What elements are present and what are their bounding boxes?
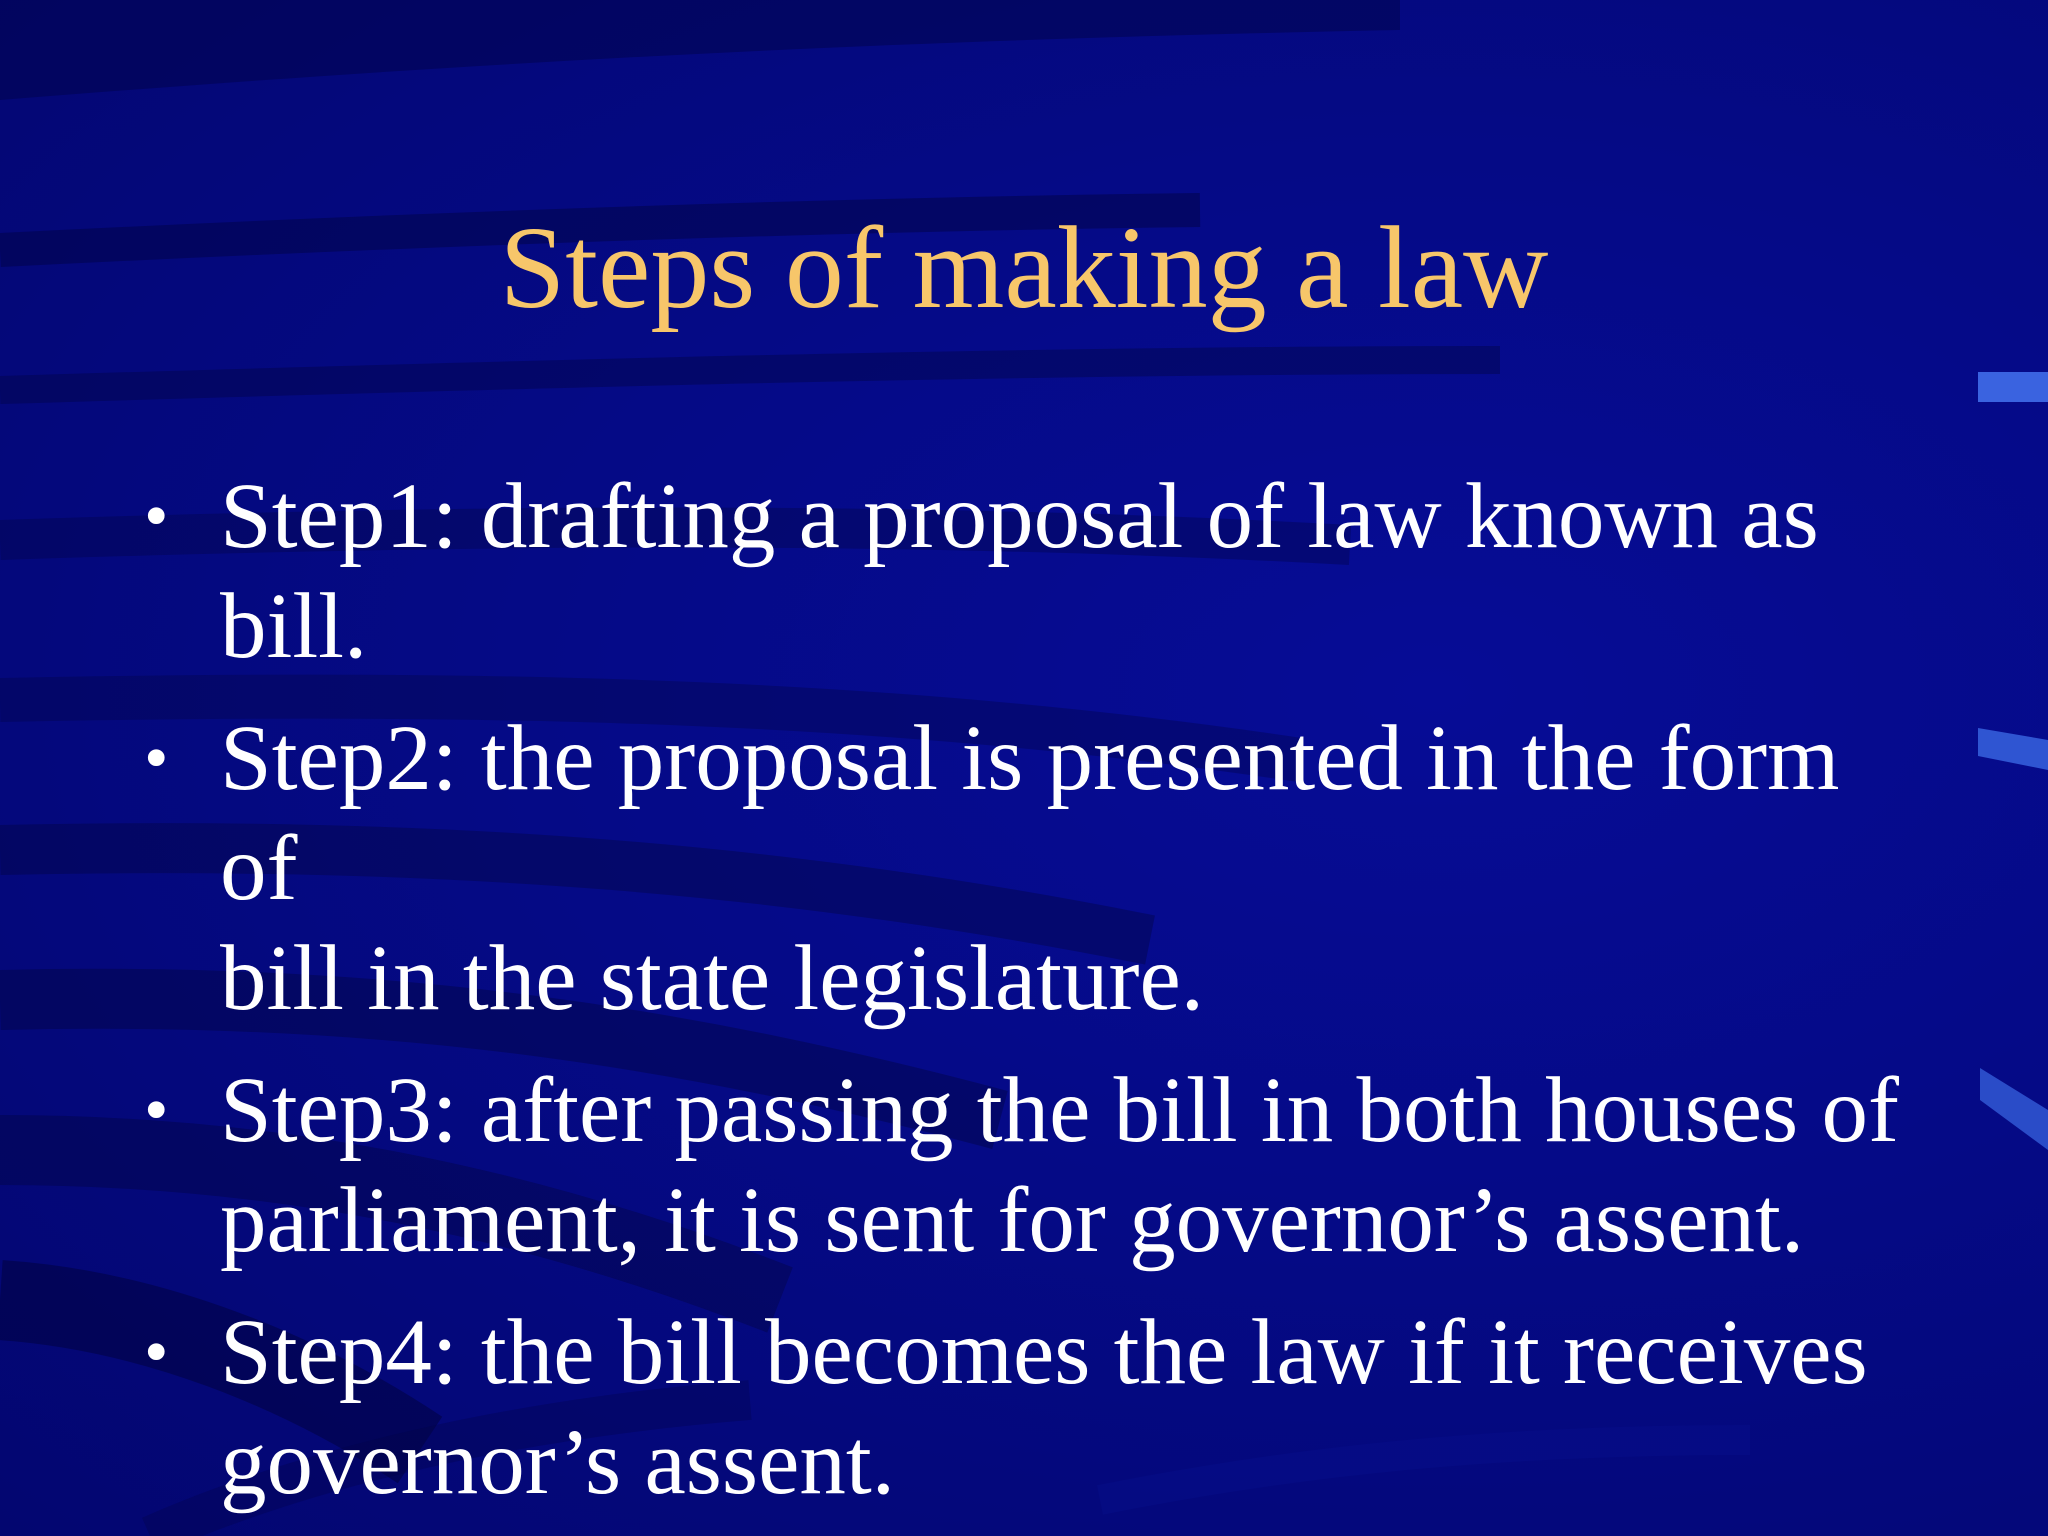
bullet-text-line: bill.: [220, 575, 368, 678]
slide-title: Steps of making a law: [499, 202, 1549, 333]
bullet-text-line: parliament, it is sent for governor’s assent.: [220, 1169, 1805, 1272]
bullet-list: [140, 462, 1940, 1536]
bullet-icon: •: [144, 720, 169, 797]
bullet-item-step1: [140, 462, 1940, 682]
right-edge-accent-marks: [1978, 372, 2048, 1150]
bullet-text-line: bill in the state legislature.: [220, 927, 1204, 1030]
bullet-icon: •: [144, 1314, 169, 1391]
bullet-text-line: Step1: drafting a proposal of law known as: [220, 465, 1819, 568]
bullet-text-line: Step2: the proposal is presented in the form of: [220, 707, 1840, 920]
bullet-item-step2: [140, 704, 1940, 1034]
bullet-item-step4: [140, 1298, 1940, 1518]
bullet-item-step3: [140, 1056, 1940, 1276]
bullet-icon: •: [144, 478, 169, 555]
bullet-text-line: governor’s assent.: [220, 1411, 895, 1514]
bullet-icon: •: [144, 1072, 169, 1149]
bullet-text-line: Step4: the bill becomes the law if it receives: [220, 1301, 1868, 1404]
bullet-text-line: Step3: after passing the bill in both houses of: [220, 1059, 1899, 1162]
